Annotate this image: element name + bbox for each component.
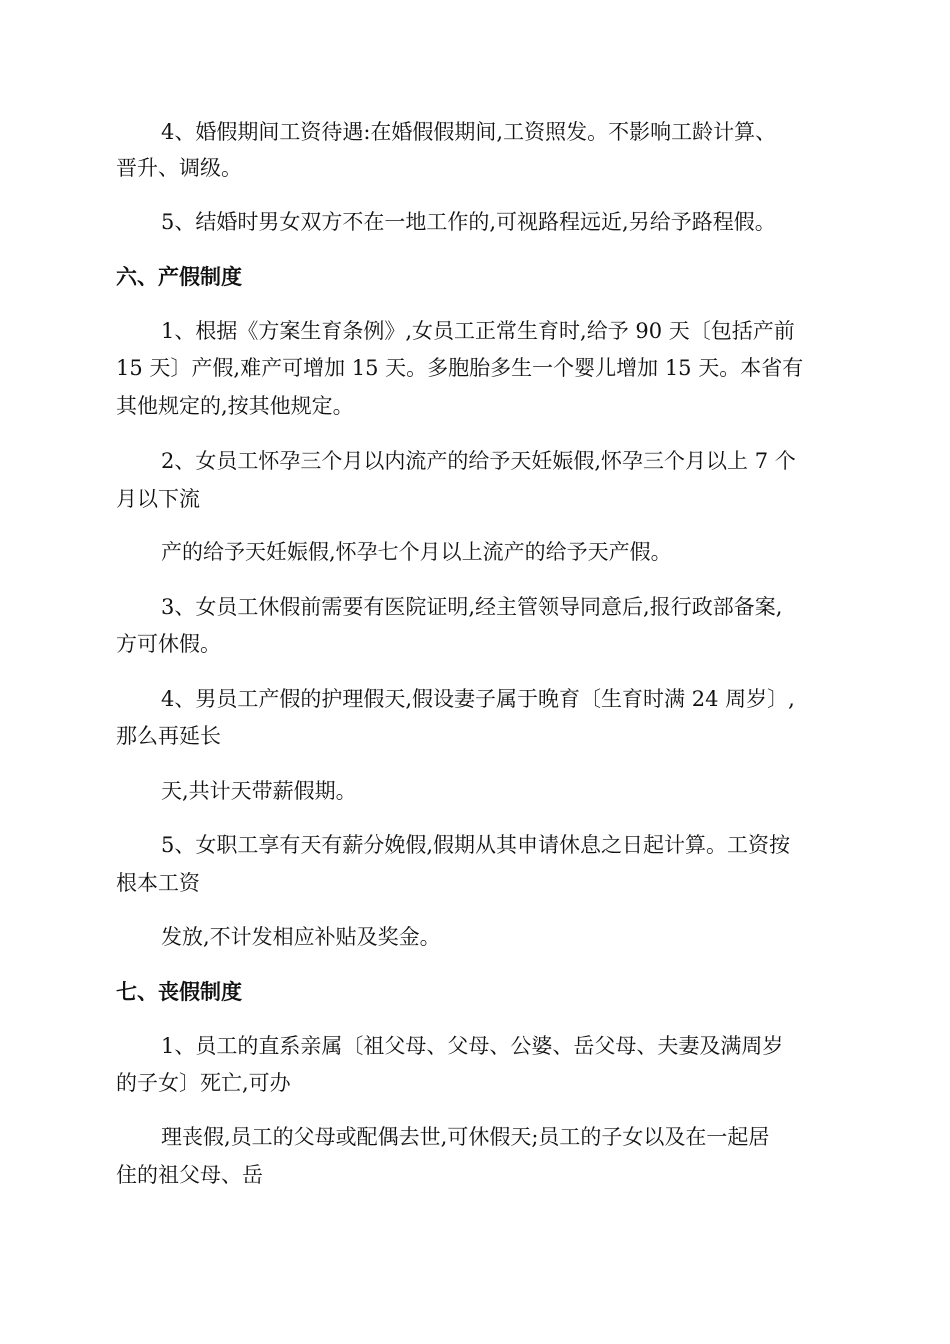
paragraph-line: 3、女员工休假前需要有医院证明,经主管领导同意后,报行政部备案,	[161, 595, 783, 619]
paragraph-line: 4、婚假期间工资待遇:在婚假假期间,工资照发。不影响工龄计算、	[161, 120, 777, 144]
section-heading-bereavement: 七、丧假制度	[116, 980, 242, 1004]
paragraph-line: 方可休假。	[116, 632, 221, 656]
paragraph-line: 15 天〕产假,难产可增加 15 天。多胞胎多生一个婴儿增加 15 天。本省有	[116, 356, 804, 380]
paragraph-line: 产的给予天妊娠假,怀孕七个月以上流产的给予天产假。	[161, 540, 672, 564]
section-heading-maternity: 六、产假制度	[116, 265, 242, 289]
paragraph-line: 的子女〕死亡,可办	[116, 1071, 291, 1095]
paragraph-line: 那么再延长	[116, 724, 221, 748]
paragraph-line: 发放,不计发相应补贴及奖金。	[161, 925, 441, 949]
paragraph-line: 4、男员工产假的护理假天,假设妻子属于晚育〔生育时满 24 周岁〕,	[161, 687, 795, 711]
paragraph-line: 5、女职工享有天有薪分娩假,假期从其申请休息之日起计算。工资按	[161, 833, 791, 857]
paragraph-line: 1、根据《方案生育条例》,女员工正常生育时,给予 90 天〔包括产前	[161, 319, 795, 343]
paragraph-line: 晋升、调级。	[116, 156, 242, 180]
paragraph-line: 2、女员工怀孕三个月以内流产的给予天妊娠假,怀孕三个月以上 7 个	[161, 449, 796, 473]
paragraph-line: 根本工资	[116, 871, 200, 895]
paragraph-line: 天,共计天带薪假期。	[161, 779, 357, 803]
paragraph-line: 理丧假,员工的父母或配偶去世,可休假天;员工的子女以及在一起居	[161, 1125, 770, 1149]
paragraph-line: 1、员工的直系亲属〔祖父母、父母、公婆、岳父母、夫妻及满周岁	[161, 1034, 784, 1058]
paragraph-line: 住的祖父母、岳	[116, 1163, 263, 1187]
paragraph-line: 5、结婚时男女双方不在一地工作的,可视路程远近,另给予路程假。	[161, 210, 776, 234]
paragraph-line: 月以下流	[116, 487, 200, 511]
paragraph-line: 其他规定的,按其他规定。	[116, 394, 354, 418]
